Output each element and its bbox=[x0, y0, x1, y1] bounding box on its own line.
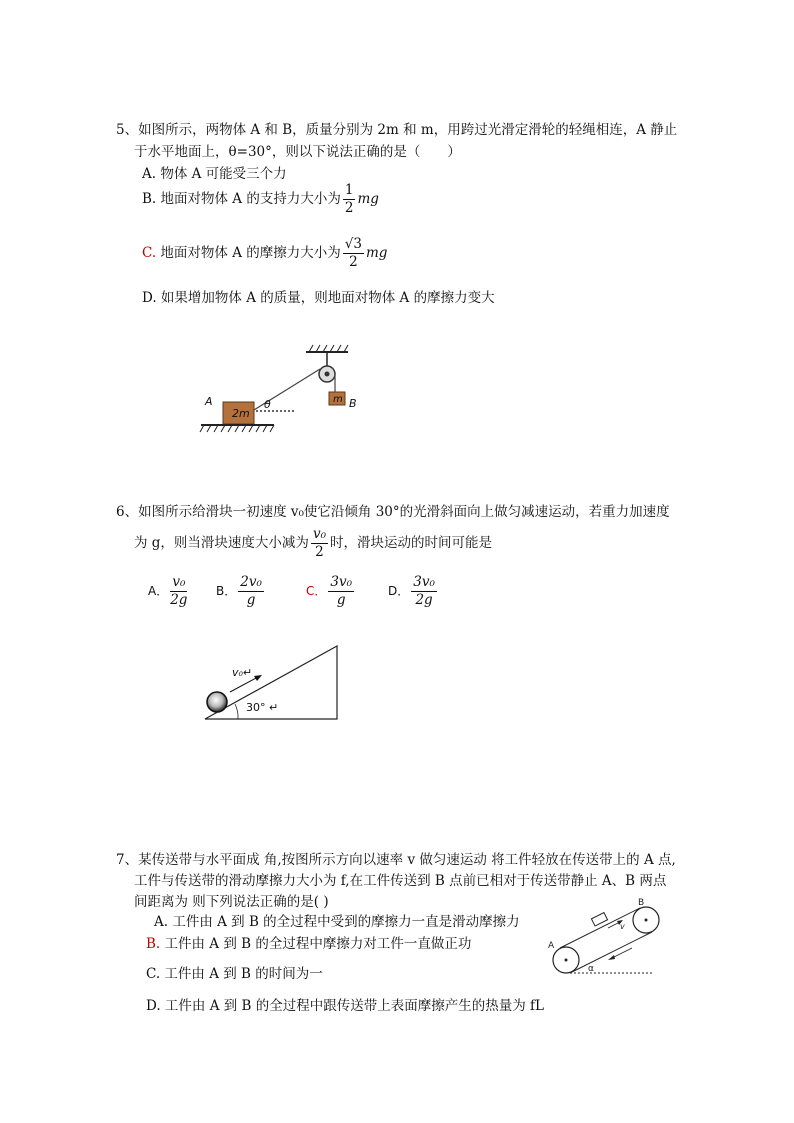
velocity-label: v bbox=[620, 922, 625, 931]
q6-stem-line1: 6、如图所示给滑块一初速度 v₀使它沿倾角 30°的光滑斜面向上做匀减速运动，若重力加速度 bbox=[116, 504, 670, 520]
fraction-numerator: 1 bbox=[344, 182, 354, 198]
q7-conveyor-figure bbox=[544, 898, 664, 978]
velocity-label: v₀↵ bbox=[232, 666, 253, 679]
angle-alpha: α bbox=[588, 964, 594, 974]
slider-ball bbox=[207, 692, 227, 712]
option-label: B． bbox=[216, 584, 237, 598]
fraction-numerator: √3 bbox=[344, 236, 362, 252]
q6-option-c bbox=[306, 574, 356, 609]
q7-option-c: C. 工件由 A 到 B 的时间为一 bbox=[146, 966, 323, 982]
angle-label: 30° ↵ bbox=[246, 701, 279, 714]
q5-option-d: D. 如果增加物体 A 的质量，则地面对物体 A 的摩擦力变大 bbox=[142, 290, 495, 306]
q6-stem-line2-end: 时，滑块运动的时间可能是 bbox=[329, 535, 492, 551]
fraction-denominator: 2 bbox=[349, 254, 358, 270]
option-fraction bbox=[238, 574, 264, 609]
fraction-denominator: g bbox=[246, 592, 256, 608]
q7-option-b-text: B. 工件由 A 到 B 的全过程中摩擦力对工件一直做正功 bbox=[146, 936, 472, 952]
fraction-denominator: 2g bbox=[170, 592, 188, 608]
q6-stem-line2-text: 为 g，则当滑块速度大小减为 bbox=[134, 535, 309, 551]
label-a: A bbox=[205, 395, 213, 408]
q6-stem-line2 bbox=[134, 526, 492, 561]
fraction-numerator: 3v₀ bbox=[413, 574, 435, 590]
q5-option-c-mg: mg bbox=[365, 245, 388, 261]
q7-stem-line2: 工件与传送带的滑动摩擦力大小为 f,在工件传送到 B 点前已相对于传送带静止 A、B 两点 bbox=[134, 873, 667, 889]
q7-option-b bbox=[146, 932, 471, 952]
q7-option-a: A. 工件由 A 到 B 的全过程中受到的摩擦力一直是滑动摩擦力 bbox=[154, 914, 520, 930]
label-b: B bbox=[638, 898, 645, 908]
fraction-denominator: 2 bbox=[344, 200, 354, 216]
q5-stem-line1: 5、如图所示，两物体 A 和 B，质量分别为 2m 和 m，用跨过光滑定滑轮的轻绳相连，A 静止 bbox=[116, 122, 678, 138]
option-letter: C. bbox=[142, 245, 157, 261]
fraction-numerator: 3v₀ bbox=[330, 574, 353, 590]
q7-stem-line1: 7、某传送带与水平面成 角,按图所示方向以速率 v 做匀速运动 将工件轻放在传送带上的 A 点, bbox=[116, 852, 676, 868]
angle-theta: θ bbox=[264, 398, 271, 411]
q5-option-b-text: B. 地面对物体 A 的支持力大小为 bbox=[142, 191, 341, 207]
q6-option-a bbox=[148, 574, 189, 609]
option-fraction bbox=[328, 574, 354, 609]
option-label: D． bbox=[388, 584, 410, 598]
option-label: A． bbox=[148, 584, 169, 598]
q5-option-b bbox=[142, 182, 379, 217]
q7-option-d: D. 工件由 A 到 B 的全过程中跟传送带上表面摩擦产生的热量为 fL bbox=[146, 998, 545, 1014]
q5-option-c-fraction bbox=[343, 236, 364, 271]
q5-option-c-label: C. 地面对物体 A 的摩擦力大小为 bbox=[142, 245, 341, 261]
fraction-numerator: v₀ bbox=[170, 574, 187, 592]
q5-option-b-fraction bbox=[343, 182, 356, 217]
option-fraction bbox=[170, 574, 187, 609]
block-a-mass: 2m bbox=[232, 407, 250, 420]
q6-option-b bbox=[216, 574, 266, 609]
q5-option-c-text bbox=[142, 245, 341, 261]
q7-stem-line3: 间距离为 则下列说法正确的是( ) bbox=[134, 894, 329, 910]
q5-stem-line2: 于水平地面上，θ=30°，则以下说法正确的是（ ） bbox=[134, 144, 461, 160]
q5-option-c bbox=[142, 236, 387, 271]
option-label: C． bbox=[306, 584, 327, 598]
fraction-denominator: g bbox=[336, 592, 346, 608]
fraction-numerator: 2v₀ bbox=[240, 574, 262, 590]
fraction-numerator: v₀ bbox=[312, 526, 326, 542]
option-fraction bbox=[411, 574, 437, 609]
workpiece bbox=[591, 913, 607, 926]
fraction-denominator: 2 bbox=[315, 544, 324, 560]
q5-pulley-figure bbox=[196, 340, 366, 440]
q5-option-b-mg: mg bbox=[357, 191, 379, 207]
label-b: B bbox=[349, 397, 357, 410]
label-a: A bbox=[548, 941, 555, 951]
q6-option-d bbox=[388, 574, 439, 609]
block-b-mass: m bbox=[333, 394, 343, 405]
q6-stem-fraction bbox=[311, 526, 328, 561]
q5-option-a: A. 物体 A 可能受三个力 bbox=[142, 166, 287, 182]
q6-incline-figure bbox=[200, 644, 345, 724]
option-letter: B. bbox=[146, 936, 161, 952]
fraction-denominator: 2g bbox=[415, 592, 433, 608]
